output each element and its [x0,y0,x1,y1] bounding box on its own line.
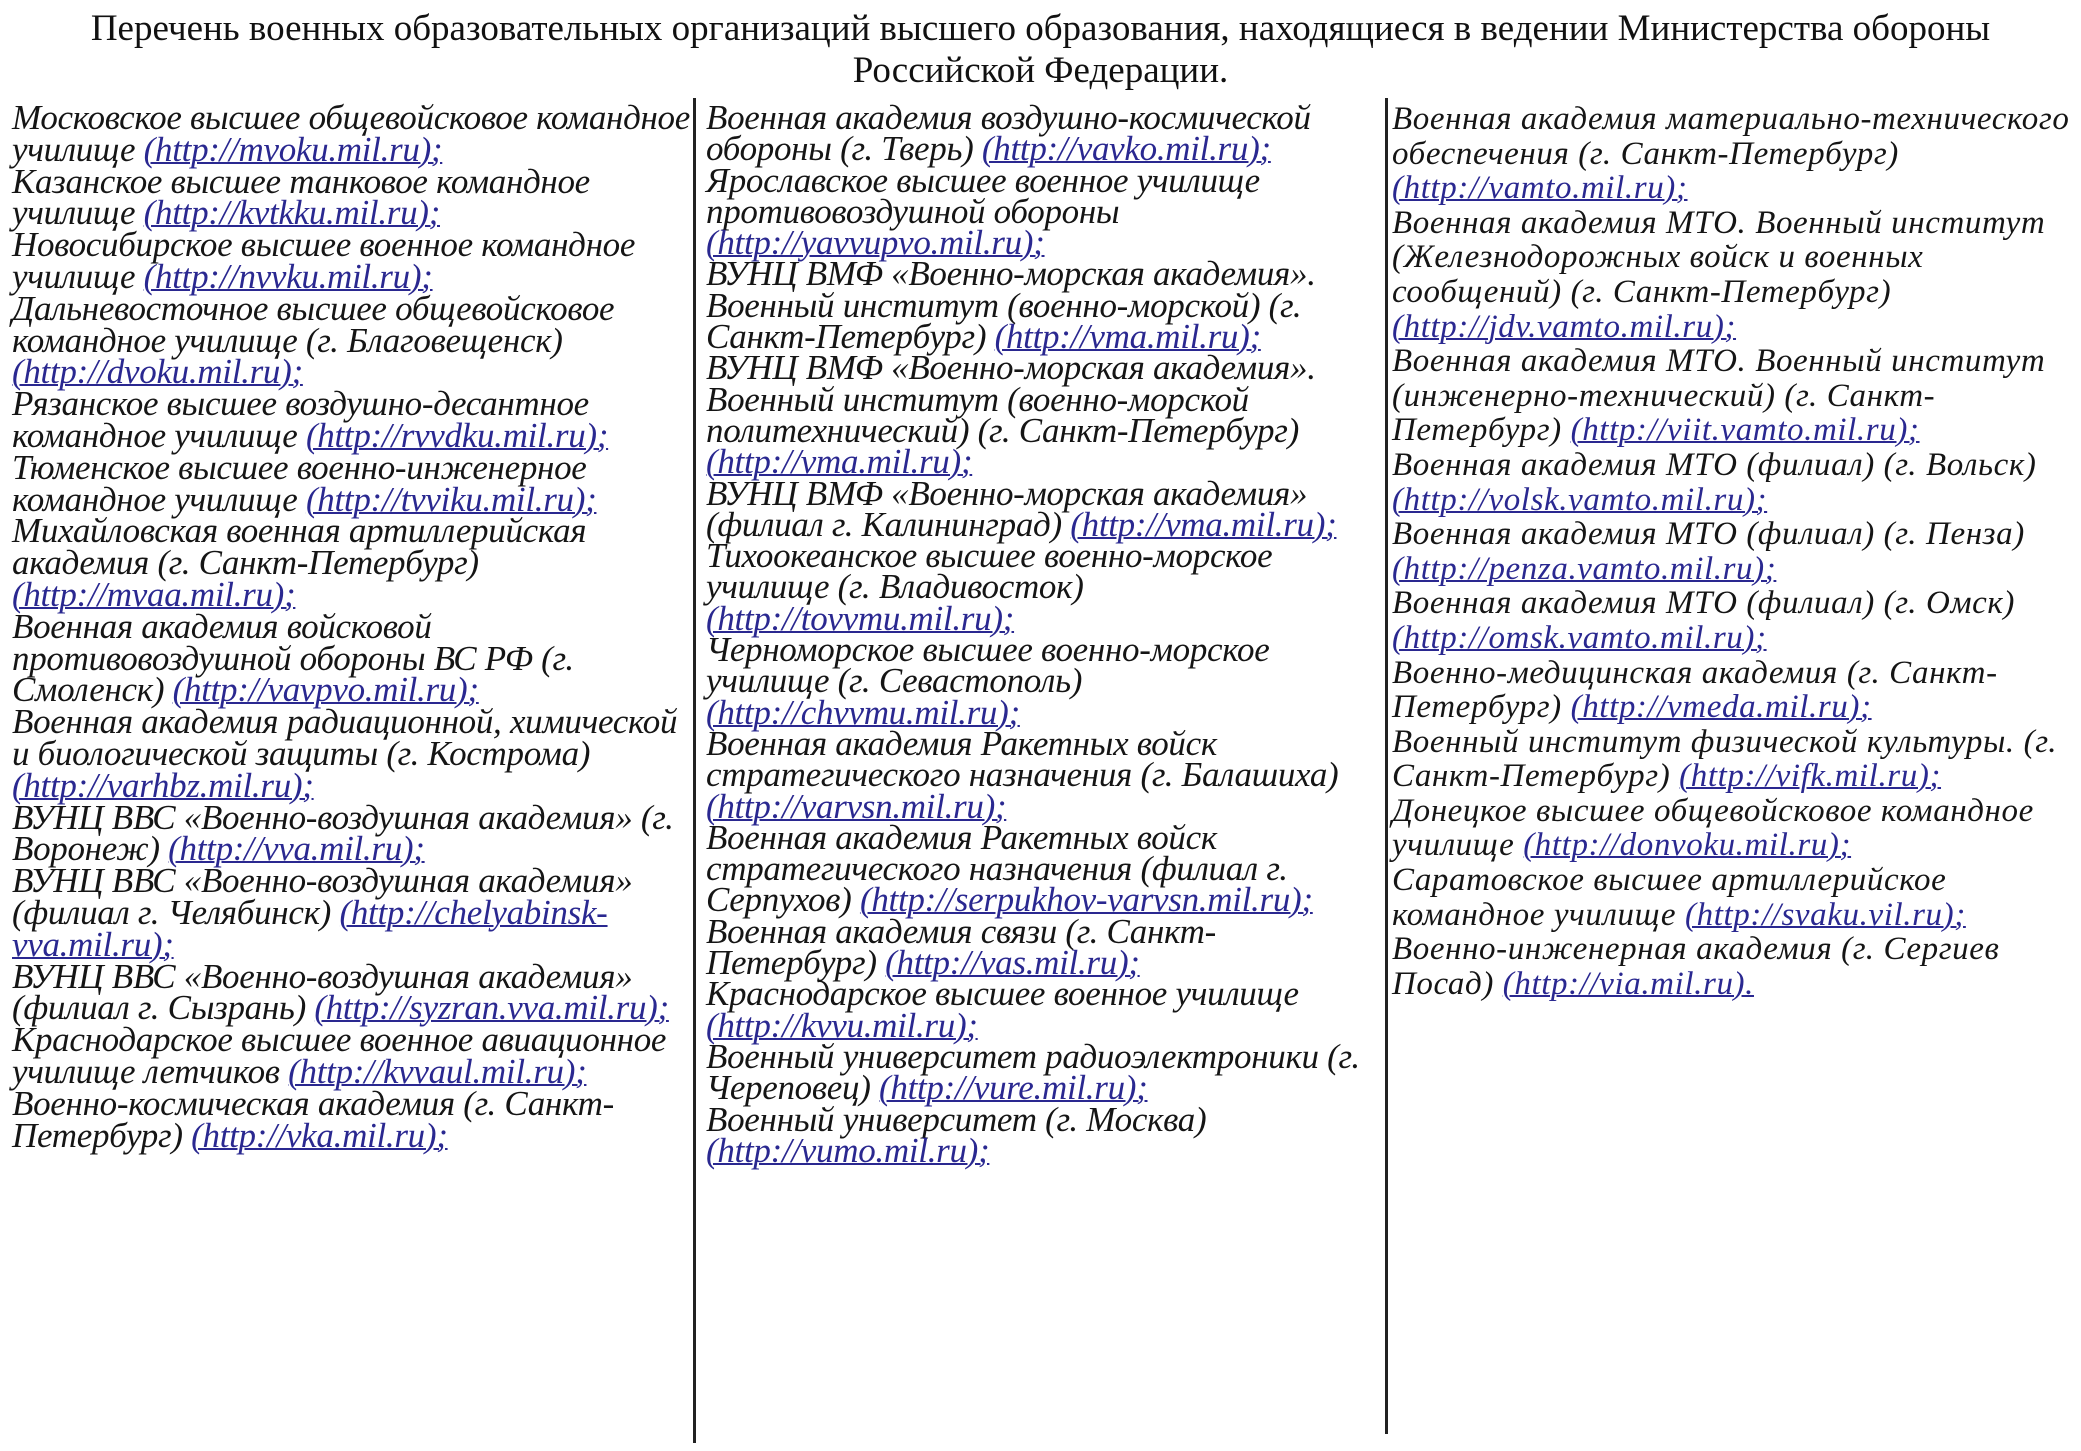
institution-name: Новосибирское высшее военное командное училище [12,225,636,296]
institution-name: Военная академия Ракетных войск стратегического назначения (филиал г. Серпухов) [706,817,1288,920]
institution-entry [12,797,694,869]
institution-link[interactable]: (http://jdv.vamto.mil.ru); [1392,308,1737,345]
institution-name: Рязанское высшее воздушно-десантное командное училище [12,384,589,455]
institution-link[interactable]: (http://varvsn.mil.ru); [706,786,1007,826]
institution-name: Краснодарское высшее военное авиационное училище летчиков [12,1020,667,1091]
institution-link[interactable]: (http://via.mil.ru). [1502,965,1754,1002]
institution-name: Михайловская военная артиллерийская академия (г. Санкт-Петербург) [12,511,587,583]
institution-link[interactable]: (http://vure.mil.ru); [879,1068,1148,1108]
institution-name: Краснодарское высшее военное училище [706,974,1299,1014]
institution-name: Военная академия МТО. Военный институт (инженерно-технический) (г. Санкт-Петербург) [1392,343,2046,449]
institution-entry [12,225,694,296]
institution-entry [706,348,1378,482]
institution-entry [706,536,1378,638]
institution-link[interactable]: (http://rvvdku.mil.ru); [305,415,609,455]
institution-link[interactable]: (http://vifk.mil.ru); [1679,758,1942,795]
institution-name: ВУНЦ ВВС «Военно-воздушная академия» (филиал г. Челябинск) [12,861,633,932]
column-right [1392,102,2072,1001]
institution-name: Военная академия материально-технического обеспечения (г. Санкт-Петербург) [1392,101,2070,172]
institution-link[interactable]: (http://serpukhov-varvsn.mil.ru); [859,880,1313,920]
institution-name: Военный университет радиоэлектроники (г. Череповец) [706,1036,1360,1108]
institution-name: Военная академия войсковой противовоздушной обороны ВС РФ (г. Смоленск) [12,606,574,710]
page-title: Перечень военных образовательных организаций высшего образования, находящиеся в ведении Министерства обороны Российской Федерации. [90,8,1991,91]
institution-entry [12,511,694,614]
institution-entry [12,702,694,805]
institution-link[interactable]: (http://penza.vamto.mil.ru); [1392,550,1777,587]
institution-link[interactable]: (http://mvoku.mil.ru); [143,129,443,169]
institution-name: Ярославское высшее военное училище противовоздушной обороны [706,160,1260,231]
institution-link[interactable]: (http://vavpvo.mil.ru); [172,670,479,710]
institution-link[interactable]: (http://kvvu.mil.ru); [706,1005,978,1045]
institution-entry [1392,517,2072,586]
institution-entry [706,817,1378,920]
institution-link[interactable]: (http://svaku.vil.ru); [1685,896,1966,933]
institution-entry [706,723,1378,826]
institution-entry [1392,102,2072,206]
institution-name: ВУНЦ ВМФ «Военно-морская академия» (филиал г. Калининград) [706,473,1308,544]
institution-link[interactable]: (http://chvvmu.mil.ru); [706,692,1020,732]
institution-link[interactable]: (http://vma.mil.ru); [1070,504,1337,544]
institution-link[interactable]: (http://viit.vamto.mil.ru); [1570,412,1920,449]
institution-entry [12,1020,694,1091]
institution-link[interactable]: (http://tvviku.mil.ru); [305,479,597,519]
institution-link[interactable]: (http://vavko.mil.ru); [981,129,1271,169]
institution-entry [1392,656,2072,725]
institution-entry [12,1083,694,1155]
column-divider-2 [1385,98,1388,1434]
institution-link[interactable]: (http://kvtkku.mil.ru); [143,193,440,233]
institution-name: Военная академия связи (г. Санкт-Петербург) [706,911,1216,983]
institution-name: Военная академия МТО. Военный институт (Железнодорожных войск и военных сообщений) (г. Санкт-Петербург) [1392,204,2046,310]
institution-name: Военно-инженерная академия (г. Сергиев Посад) [1392,931,2000,1002]
institution-link[interactable]: (http://vma.mil.ru); [994,317,1261,357]
institution-name: ВУНЦ ВМФ «Военно-морская академия». Военный институт (военно-морской политехнический) (г. Санкт-Петербург) [706,348,1316,450]
institution-name: Дальневосточное высшее общевойсковое командное училище (г. Благовещенск) [12,288,615,360]
institution-link[interactable]: (http://vmeda.mil.ru); [1570,689,1872,726]
institution-name: ВУНЦ ВМФ «Военно-морская академия». Военный институт (военно-морской) (г. Санкт-Петербург) [706,254,1316,357]
institution-name: Тюменское высшее военно-инженерное командное училище [12,447,587,519]
institution-entry [1392,863,2072,932]
institution-name: Тихоокеанское высшее военно-морское училище (г. Владивосток) [706,536,1273,607]
institution-name: Военная академия воздушно-космической обороны (г. Тверь) [706,98,1311,169]
institution-entry [706,254,1378,357]
institution-name: Военная академия Ракетных войск стратегического назначения (г. Балашиха) [706,723,1339,795]
institution-entry [1392,206,2072,344]
institution-entry [1392,586,2072,655]
institution-entry [706,630,1378,732]
institution-entry [706,974,1378,1045]
institution-link[interactable]: (http://dvoku.mil.ru); [12,352,303,392]
institution-entry [1392,344,2072,448]
institution-entry [1392,932,2072,1001]
institution-name: Донецкое высшее общевойсковое командное училище [1392,792,2034,864]
institution-name: Саратовское высшее артиллерийское командное училище [1392,862,1947,933]
institution-entry [12,447,694,519]
institution-name: Военная академия МТО (филиал) (г. Пенза) [1392,516,2025,553]
institution-link[interactable]: (http://donvoku.mil.ru); [1523,827,1852,864]
institution-link[interactable]: (http://vka.mil.ru); [191,1115,448,1155]
institution-entry [706,160,1378,263]
institution-name: Черноморское высшее военно-морское училище (г. Севастополь) [706,630,1270,701]
institution-link[interactable]: (http://vva.mil.ru); [168,829,425,869]
column-middle [706,98,1378,1170]
institution-entry [706,1036,1378,1108]
institution-link[interactable]: (http://kvvaul.mil.ru); [288,1051,587,1091]
institution-entry [12,384,694,455]
institution-link[interactable]: (http://omsk.vamto.mil.ru); [1392,619,1767,656]
institution-entry [706,911,1378,983]
institution-name: Военно-космическая академия (г. Санкт-Петербург) [12,1083,614,1155]
institution-name: ВУНЦ ВВС «Военно-воздушная академия» (филиал г. Сызрань) [12,956,633,1028]
institution-name: ВУНЦ ВВС «Военно-воздушная академия» (г. Воронеж) [12,797,674,869]
institution-link[interactable]: (http://chelyabinsk-vva.mil.ru); [12,892,608,964]
institution-link[interactable]: (http://tovvmu.mil.ru); [706,598,1015,638]
institution-name: Военная академия радиационной, химической и биологической защиты (г. Кострома) [12,702,678,773]
institution-link[interactable]: (http://mvaa.mil.ru); [12,574,296,614]
institution-name: Военный университет (г. Москва) [706,1099,1207,1139]
institution-entry [706,98,1378,169]
column-left [12,98,694,1155]
institution-entry [12,98,694,169]
institution-entry [706,473,1378,544]
institution-name: Московское высшее общевойсковое командное училище [12,98,690,169]
institution-link[interactable]: (http://vamto.mil.ru); [1392,170,1688,207]
institution-name: Военно-медицинская академия (г. Санкт-Петербург) [1392,654,1998,726]
institution-entry [706,1099,1378,1170]
institution-link[interactable]: (http://yavvupvo.mil.ru); [706,223,1045,263]
institution-entry [1392,725,2072,794]
institution-entry [12,956,694,1028]
institution-link[interactable]: (http://nvvku.mil.ru); [143,256,433,296]
institution-entry [12,606,694,710]
institution-name: Военная академия МТО (филиал) (г. Омск) [1392,585,2015,622]
institution-entry [12,161,694,233]
institution-entry [1392,794,2072,863]
institution-name: Казанское высшее танковое командное училище [12,161,590,233]
institution-entry [12,288,694,392]
institution-link[interactable]: (http://syzran.vva.mil.ru); [314,988,669,1028]
institution-link[interactable]: (http://vma.mil.ru); [706,442,973,482]
institution-link[interactable]: (http://vumo.mil.ru); [706,1130,990,1170]
institution-link[interactable]: (http://varhbz.mil.ru); [12,765,314,805]
institution-link[interactable]: (http://volsk.vamto.mil.ru); [1392,481,1768,518]
institution-name: Военный институт физической культуры. (г. Санкт-Петербург) [1392,723,2058,795]
institution-link[interactable]: (http://vas.mil.ru); [885,943,1140,983]
institution-entry [1392,448,2072,517]
institution-name: Военная академия МТО (филиал) (г. Вольск) [1392,446,2037,483]
institution-entry [12,861,694,964]
